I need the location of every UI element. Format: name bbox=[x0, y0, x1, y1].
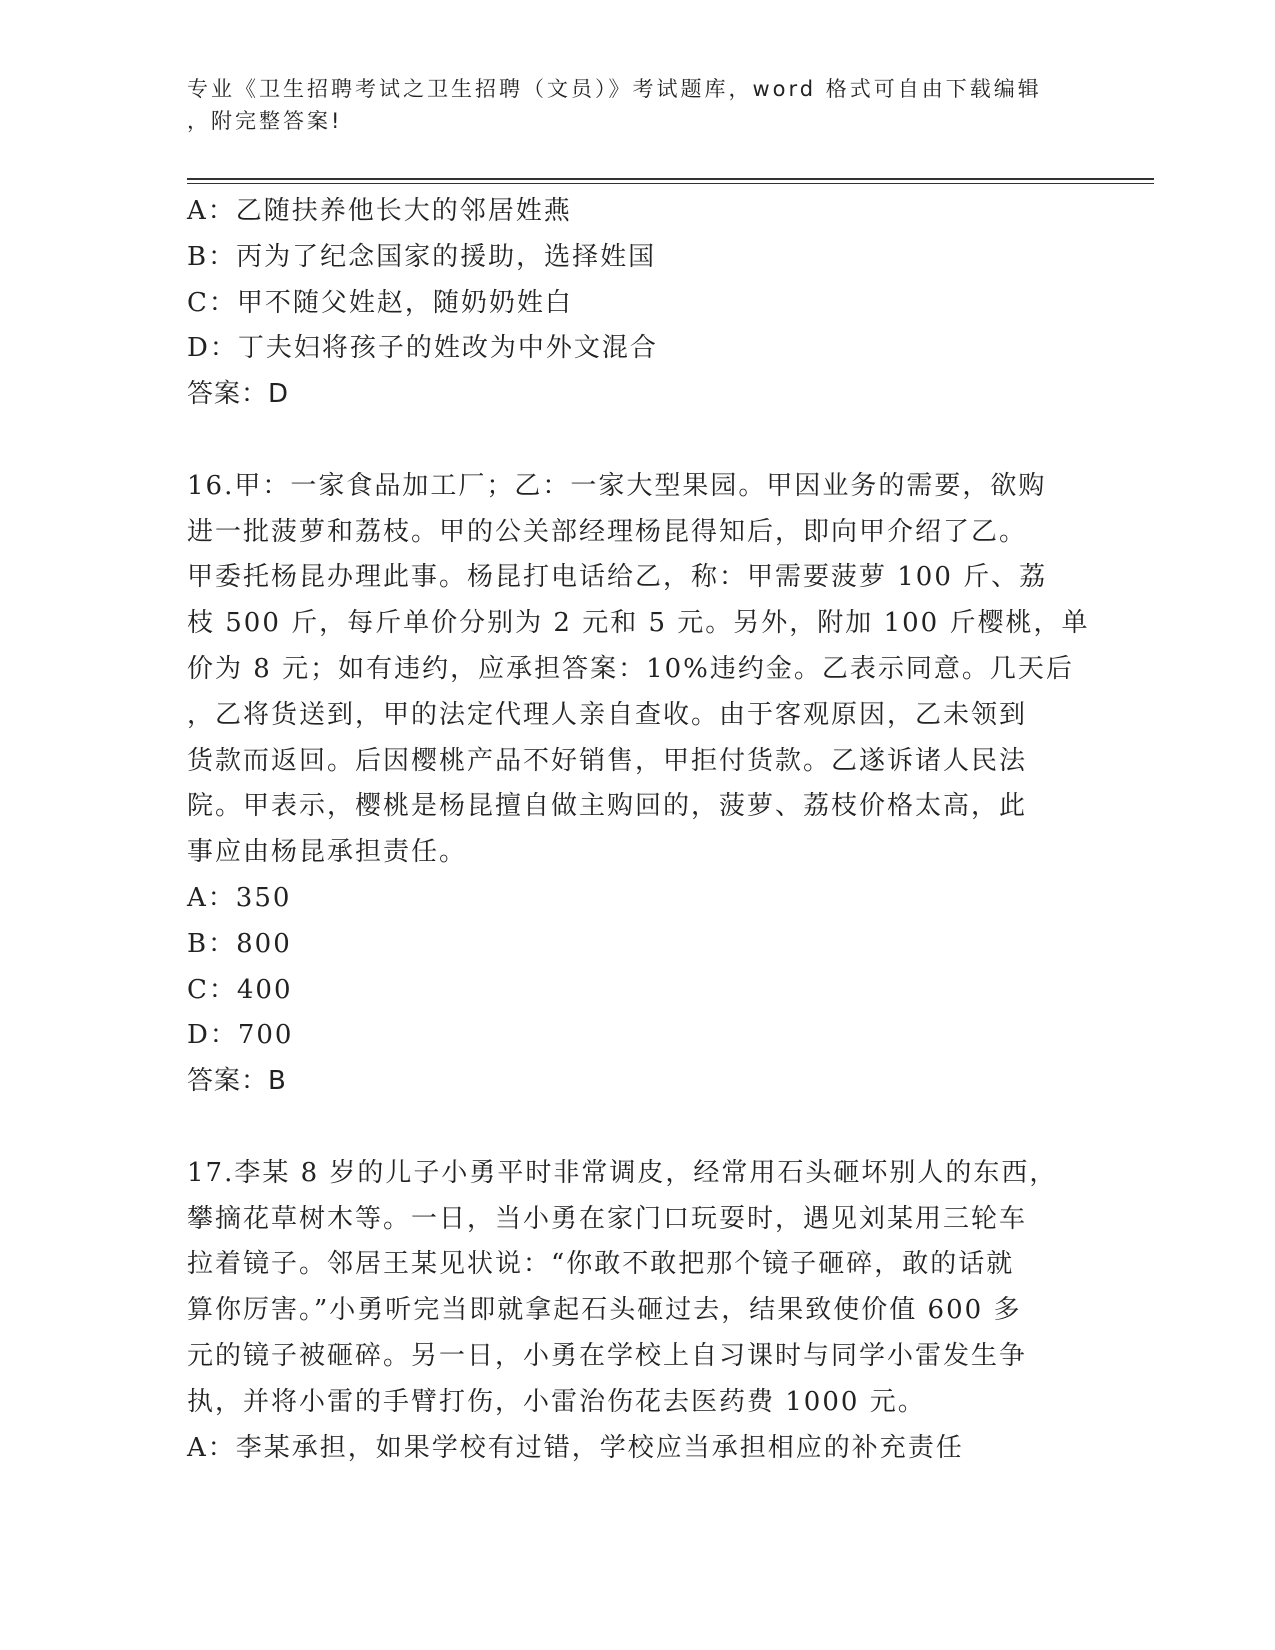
header-divider-thin bbox=[187, 183, 1154, 184]
question-text-line: 拉着镜子。邻居王某见状说：“你敢不敢把那个镜子砸碎，敢的话就 bbox=[187, 1249, 1015, 1280]
option-b: B：800 bbox=[187, 928, 292, 959]
header-line-2: ，附完整答案! bbox=[187, 109, 343, 133]
spacer bbox=[187, 1105, 1087, 1151]
question-text-line: 17.李某 8 岁的儿子小勇平时非常调皮，经常用石头砸坏别人的东西， bbox=[187, 1157, 1058, 1188]
question-text-line: 执，并将小雷的手臂打伤，小雷治伤花去医药费 1000 元。 bbox=[187, 1386, 926, 1417]
header-line-1: 专业《卫生招聘考试之卫生招聘（文员）》考试题库，word 格式可自由下载编辑 bbox=[187, 77, 1042, 101]
question-17 bbox=[187, 1151, 1087, 1472]
question-text-line: 进一批菠萝和荔枝。甲的公关部经理杨昆得知后，即向甲介绍了乙。 bbox=[187, 516, 1028, 547]
option-d: D：丁夫妇将孩子的姓改为中外文混合 bbox=[187, 333, 658, 364]
option-a: A：李某承担，如果学校有过错，学校应当承担相应的补充责任 bbox=[187, 1432, 964, 1463]
option-c: C：400 bbox=[187, 974, 293, 1005]
question-text-line: 院。甲表示，樱桃是杨昆擅自做主购回的，菠萝、荔枝价格太高，此 bbox=[187, 791, 1028, 822]
option-c: C：甲不随父姓赵，随奶奶姓白 bbox=[187, 287, 573, 318]
header-divider-thick bbox=[187, 178, 1154, 180]
question-text-line: 枝 500 斤，每斤单价分别为 2 元和 5 元。另外，附加 100 斤樱桃，单 bbox=[187, 608, 1090, 639]
question-text-line: 算你厉害。”小勇听完当即就拿起石头砸过去，结果致使价值 600 多 bbox=[187, 1295, 1022, 1326]
question-text-line: 事应由杨昆承担责任。 bbox=[187, 837, 468, 868]
option-b: B：丙为了纪念国家的援助，选择姓国 bbox=[187, 241, 657, 272]
question-text-line: 甲委托杨昆办理此事。杨昆打电话给乙，称：甲需要菠萝 100 斤、荔 bbox=[187, 562, 1048, 593]
spacer bbox=[187, 418, 1087, 464]
question-16 bbox=[187, 464, 1090, 1105]
question-text-line: 攀摘花草树木等。一日，当小勇在家门口玩耍时，遇见刘某用三轮车 bbox=[187, 1203, 1028, 1234]
answer-line: 答案：B bbox=[187, 1066, 287, 1097]
document-body bbox=[187, 189, 1090, 1471]
option-a: A：乙随扶养他长大的邻居姓燕 bbox=[187, 196, 572, 226]
question-text-line: 价为 8 元；如有违约，应承担答案：10%违约金。乙表示同意。几天后 bbox=[187, 653, 1074, 684]
question-text-line: ，乙将货送到，甲的法定代理人亲自查收。由于客观原因，乙未领到 bbox=[187, 699, 1028, 730]
question-15-options bbox=[187, 189, 1087, 418]
answer-line: 答案：D bbox=[187, 379, 290, 410]
question-text-line: 元的镜子被砸碎。另一日，小勇在学校上自习课时与同学小雷发生争 bbox=[187, 1340, 1028, 1371]
option-d: D：700 bbox=[187, 1020, 294, 1051]
document-header bbox=[187, 73, 1067, 137]
question-text-line: 16.甲：一家食品加工厂；乙：一家大型果园。甲因业务的需要，欲购 bbox=[187, 470, 1047, 501]
option-a: A：350 bbox=[187, 882, 292, 913]
question-text-line: 货款而返回。后因樱桃产品不好销售，甲拒付货款。乙遂诉诸人民法 bbox=[187, 745, 1028, 776]
